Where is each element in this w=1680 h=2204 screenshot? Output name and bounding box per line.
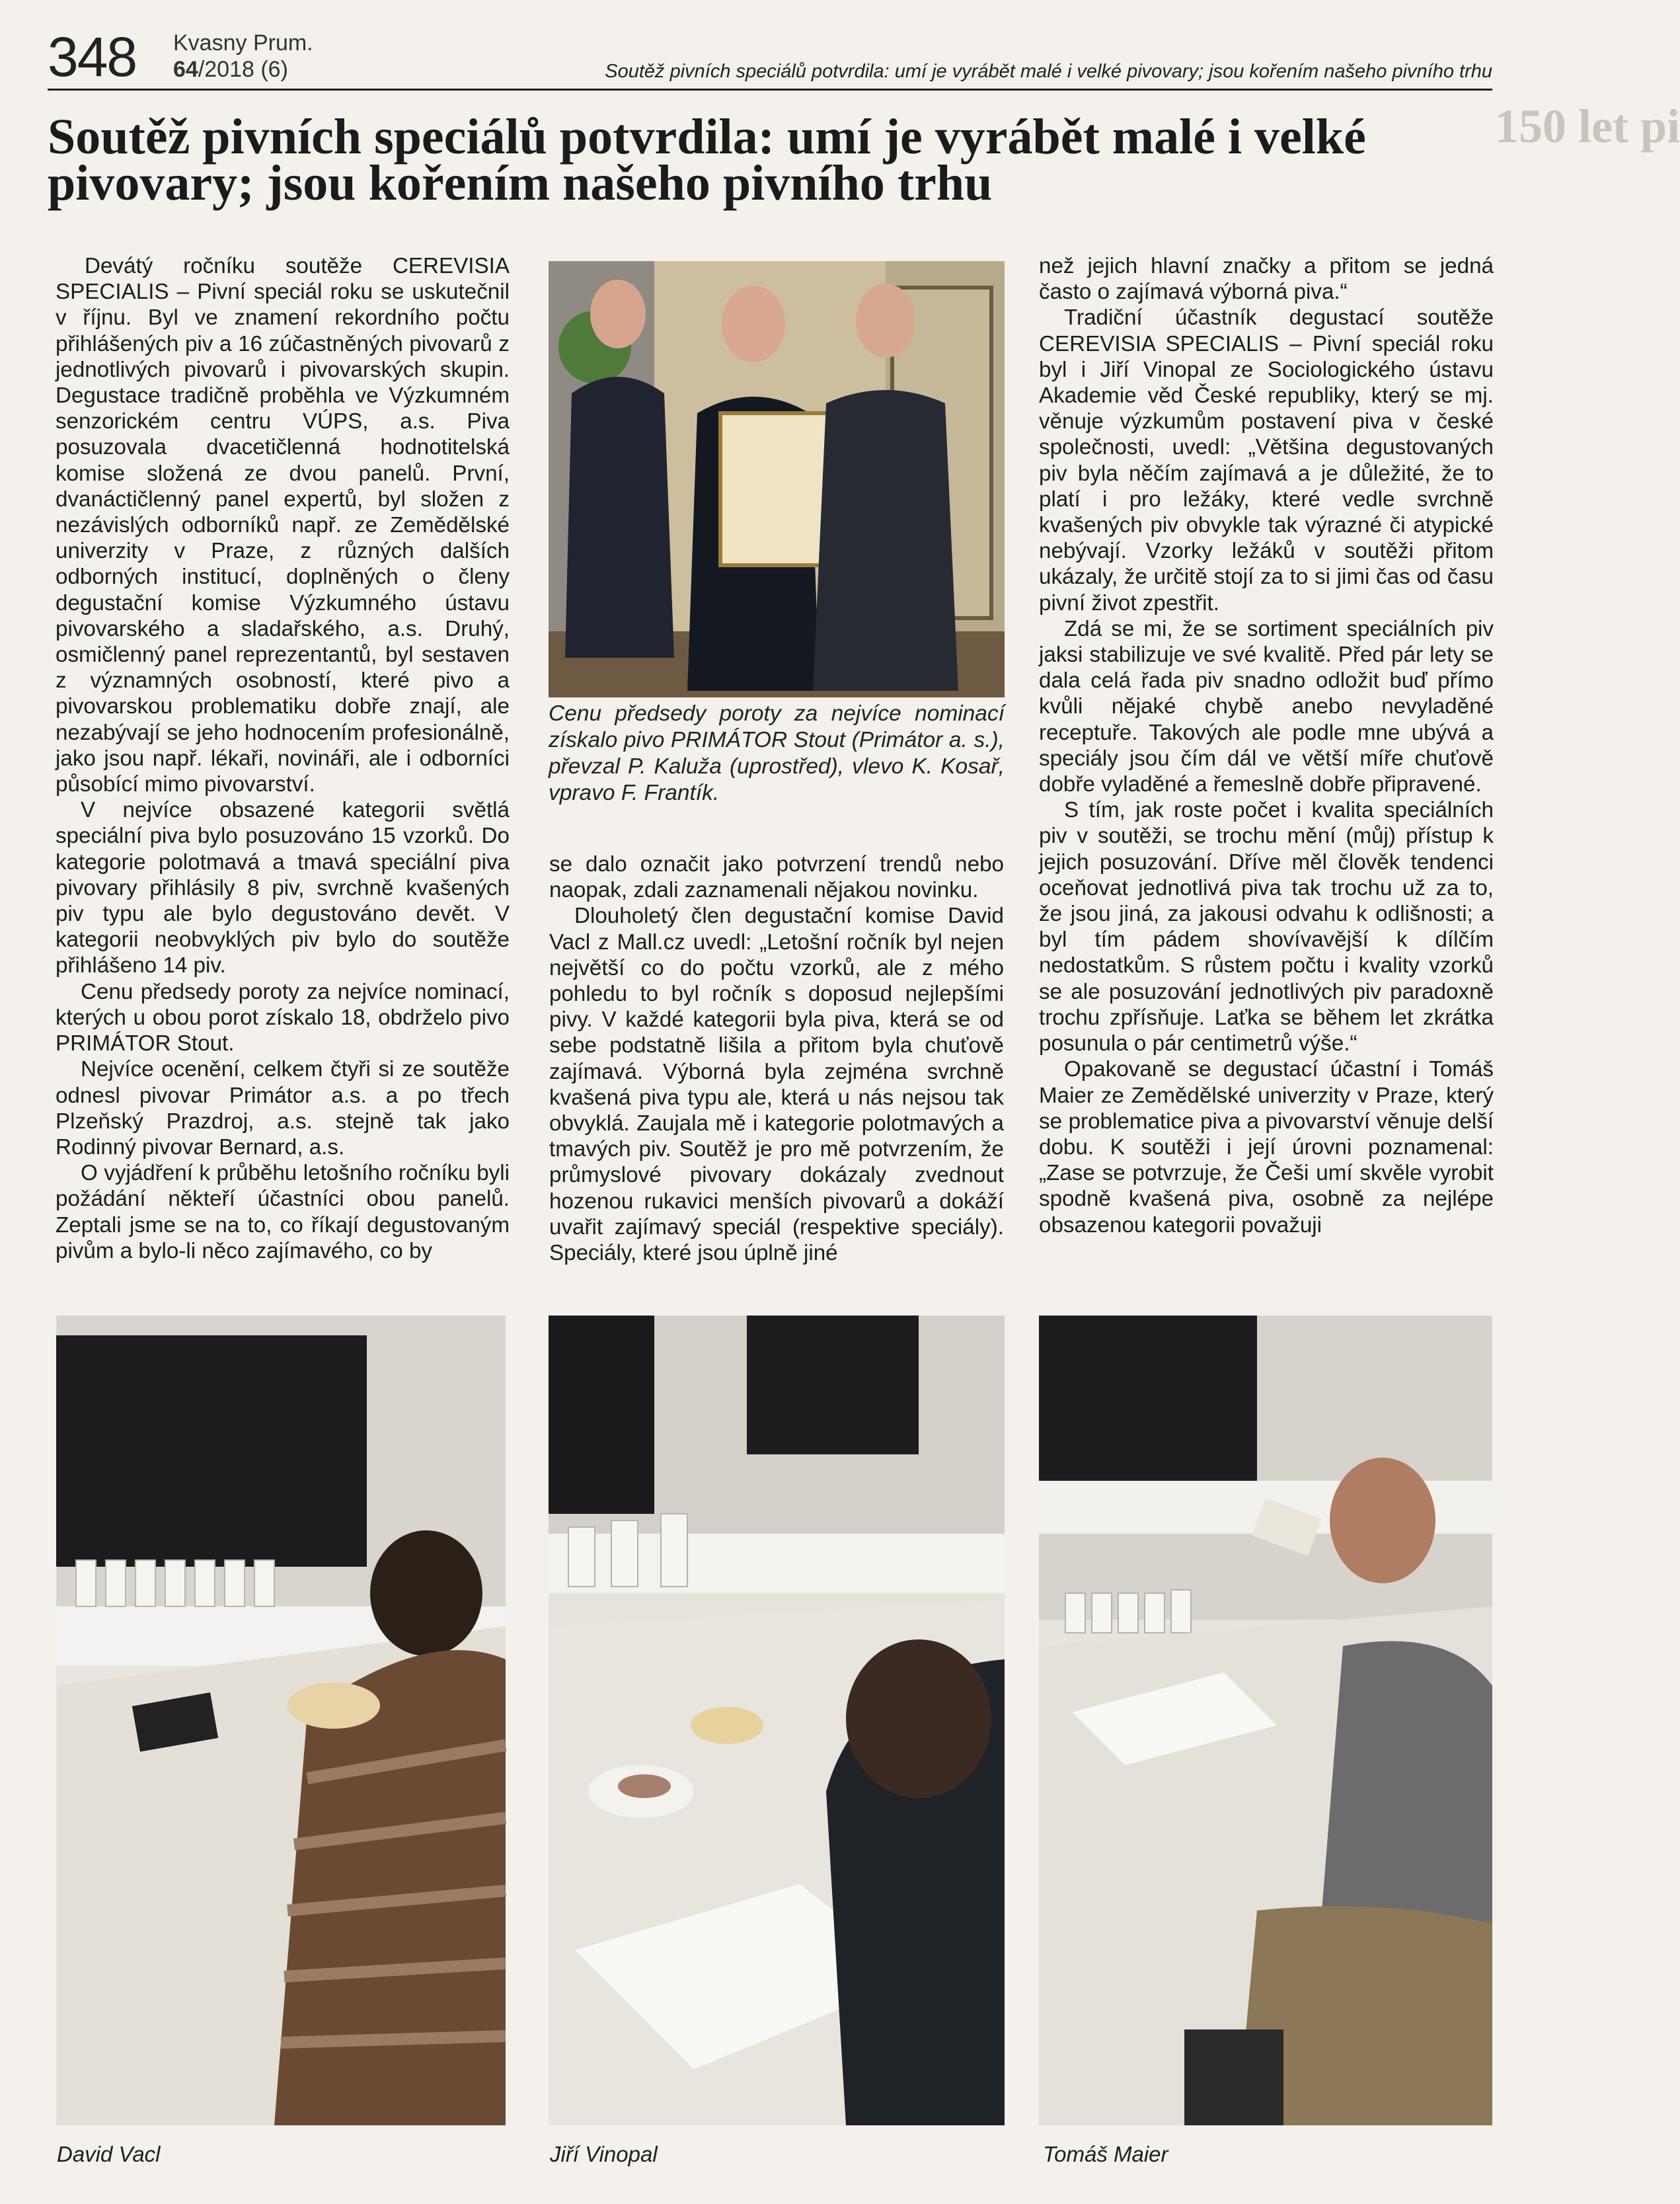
paragraph: Opakovaně se degustací účastní i Tomáš Maier ze Zemědělské univerzity v Praze, který se problematice piva a pivovarství věnuje delší dobu. K soutěži i její úrovni poznamenal: „Zase se potvrzuje, že Češi umí skvěle vyrobit spodně kvašená piva, osobně za nejlépe obsazenou kategorii považuji bbox=[1039, 1057, 1494, 1238]
top-photo-caption: Cenu předsedy poroty za nejvíce nominací získalo pivo PRIMÁTOR Stout (Primátor a. s.), převzal P. Kaluža (uprostřed), vlevo K. Kosař, vpravo F. Frantík. bbox=[549, 701, 1005, 805]
paragraph: V nejvíce obsazené kategorii světlá speciální piva bylo posuzováno 15 vzorků. Do kategorie polotmavá a tmavá speciální piva pivovary přihlásily 8 piv, svrchně kvašených piv typu ale bylo degustováno devět. V kategorii neobvyklých piv bylo do soutěže přihlášeno 14 piv. bbox=[56, 798, 510, 978]
tasting-photo-tomas-maier bbox=[1039, 1316, 1492, 2125]
caption-jiri-vinopal: Jiří Vinopal bbox=[550, 2142, 658, 2166]
text-column-3 bbox=[1039, 253, 1494, 1284]
paragraph: Tradiční účastník degustací soutěže CEREVISIA SPECIALIS – Pivní speciál roku byl i Jiří Vinopal ze Sociologického ústavu Akademie věd České republiky, který se mj. věnuje výzkumům postavení piva v české společnosti, uvedl: „Většina degustovaných piv byla něčím zajímavá a je důležité, že to platí i pro ležáky, které vedle svrchně kvašených piv obvykle tak výrazné či atypické nebývají. Vzorky ležáků v soutěži přitom ukázaly, že určitě stojí za to si jimi čas od času pivní život zpestřit. bbox=[1039, 305, 1494, 615]
header-rule bbox=[48, 89, 1492, 91]
text-column-2 bbox=[549, 851, 1004, 1284]
caption-tomas-maier: Tomáš Maier bbox=[1043, 2142, 1168, 2166]
paragraph: Cenu předsedy poroty za nejvíce nominací, kterých u obou porot získalo 18, obdrželo pivo PRIMÁTOR Stout. bbox=[56, 979, 510, 1056]
journal-issue bbox=[173, 58, 288, 81]
paragraph: S tím, jak roste počet i kvalita speciálních piv v soutěži, se trochu mění (můj) přístup k jejich posuzování. Dříve měl člověk tendenci oceňovat jednotlivá piva tak trochu už za to, že jsou jiná, za jakousi odvahu k odlišnosti; a byl tím pádem shovívavější k dílčím nedostatkům. S růstem počtu i kvality vzorků se ale posuzování jednotlivých piv paradoxně trochu zpřísňuje. Laťka se během let zkrátka posunula o pár centimetrů výše.“ bbox=[1039, 798, 1494, 1056]
facing-page-bleed: 150 let pi bbox=[1495, 100, 1680, 153]
award-ceremony-photo bbox=[549, 261, 1005, 697]
paragraph: Zdá se mi, že se sortiment speciálních piv jaksi stabilizuje ve své kvalitě. Před pár lety se dala celá řada piv snadno odložit buď přímo kvůli nějaké chybě anebo nevyladěné receptuře. Takových ale podle mne ubývá a speciály jsou čím dál ve větší míře chuťově dobře vyladěné a řemeslně dobře připravené. bbox=[1039, 616, 1494, 797]
text-column-1 bbox=[56, 253, 510, 1284]
journal-name: Kvasny Prum. bbox=[173, 30, 313, 56]
journal-issue-number: /2018 (6) bbox=[198, 57, 288, 82]
paragraph: Devátý ročníku soutěže CEREVISIA SPECIALIS – Pivní speciál roku se uskutečnil v říjnu. Byl ve znamení rekordního počtu přihlášených piv a 16 zúčastněných pivovarů z jednotlivých pivovarů i pivovarských skupin. Degustace tradičně proběhla ve Výzkumném senzorickém centru VÚPS, a.s. Piva posuzovala dvacetičlenná hodnotitelská komise složená ze dvou panelů. První, dvanáctičlenný panel expertů, byl složen z nezávislých odborníků např. ze Zemědělské univerzity v Praze, z různých dalších odborných institucí, doplněných o členy degustační komise Výzkumného ústavu pivovarského a sladařského, a.s. Druhý, osmičlenný panel reprezentantů, byl sestaven z významných osobností, které pivo a pivovarskou problematiku dobře znají, ale nezabývají se jeho hodnocením profesionálně, jako jsou např. lékaři, novináři, ale i odborníci působící mimo pivovarství. bbox=[56, 254, 510, 797]
paragraph: než jejich hlavní značky a přitom se jedná často o zajímavá výborná piva.“ bbox=[1039, 254, 1494, 305]
running-title: Soutěž pivních speciálů potvrdila: umí je vyrábět malé i velké pivovary; jsou kořením našeho pivního trhu bbox=[605, 61, 1492, 82]
tasting-photo-jiri-vinopal bbox=[549, 1316, 1005, 2125]
tasting-photo-david-vacl bbox=[56, 1316, 506, 2125]
page-number: 348 bbox=[48, 26, 137, 88]
paragraph: O vyjádření k průběhu letošního ročníku byli požádání někteří účastníci obou panelů. Zeptali jsme se na to, co říkají degustovaným pivům a bylo-li něco zajímavého, co by bbox=[56, 1161, 510, 1263]
article-title: Soutěž pivních speciálů potvrdila: umí je vyrábět malé i velké pivovary; jsou kořením našeho pivního trhu bbox=[48, 109, 1366, 211]
paragraph: Nejvíce ocenění, celkem čtyři si ze soutěže odnesl pivovar Primátor a.s. a po třech Plzeňský Prazdroj, a.s. stejně tak jako Rodinný pivovar Bernard, a.s. bbox=[56, 1057, 510, 1160]
caption-david-vacl: David Vacl bbox=[57, 2142, 161, 2166]
journal-volume: 64 bbox=[173, 57, 198, 82]
paragraph: Dlouholetý člen degustační komise David Vacl z Mall.cz uvedl: „Letošní ročník byl nejen největší co do počtu vzorků, ale z mého pohledu to byl ročník s doposud nejlepšími pivy. V každé kategorii byla piva, která se od sebe podstatně lišila a přitom byla chuťově zajímavá. Výborná byla zejména svrchně kvašená piva typu ale, která u nás nejsou tak obvyklá. Zaujala mě i kategorie polotmavých a tmavých piv. Soutěž je pro mě potvrzením, že průmyslové pivovary dokázaly zvednout hozenou rukavici menších pivovarů a dokáží uvařit zajímavý speciál (respektive speciály). Speciály, které jsou úplně jiné bbox=[549, 904, 1004, 1266]
paragraph: se dalo označit jako potvrzení trendů nebo naopak, zdali zaznamenali nějakou novinku. bbox=[549, 852, 1004, 903]
